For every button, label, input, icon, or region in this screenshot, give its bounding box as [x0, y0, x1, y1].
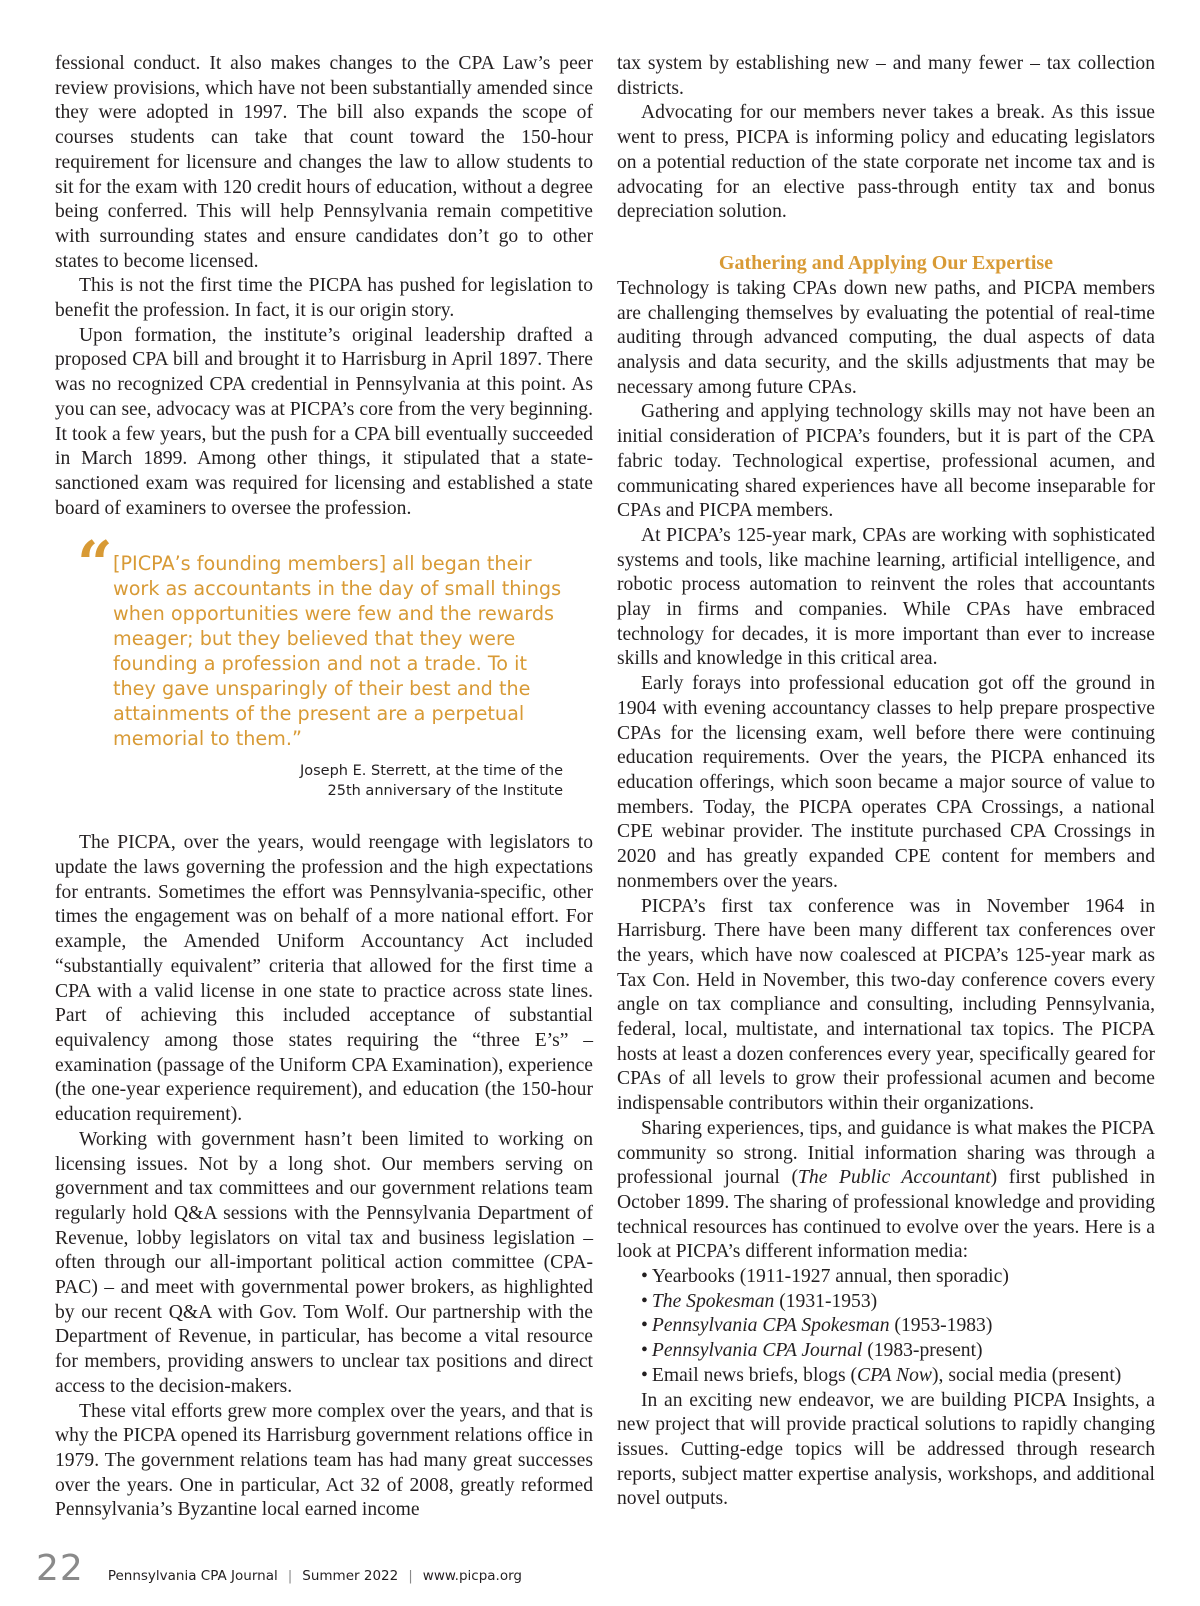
- body-paragraph: Early forays into professional education got off the ground in 1904 with evening accountancy classes to help prepare prospective CPAs for the licensing exam, well before there were continuing education requirements. Over the years, the PICPA enhanced its education offerings, which soon became a major source of value to members. Today, the PICPA operates CPA Crossings, a national CPE webinar provider. The institute purchased CPA Crossings in 2020 and has greatly expanded CPE content for members and nonmembers over the years.: [617, 673, 1155, 892]
- publication-title: The Spokesman: [651, 1290, 775, 1312]
- bullet-icon: •: [641, 1290, 648, 1312]
- list-item-text: Email news briefs, blogs (: [651, 1364, 858, 1386]
- page-number: 22: [36, 1548, 84, 1589]
- footer-separator: |: [287, 1568, 293, 1584]
- list-item: [641, 1339, 1155, 1364]
- body-paragraph: At PICPA’s 125-year mark, CPAs are working with sophisticated systems and tools, like machine learning, artificial intelligence, and robotic process automation to reinvent the roles that accountants play in firms and companies. While CPAs have embraced technology for decades, it is more important than ever to increase skills and knowledge in this critical area.: [617, 524, 1155, 670]
- body-paragraph: Technology is taking CPAs down new paths, and PICPA members are challenging themselves by evaluating the potential of real-time auditing through advanced computing, the dual aspects of data analysis and data security, and the skills adjustments that may be necessary among future CPAs.: [617, 277, 1155, 398]
- body-paragraph: These vital efforts grew more complex over the years, and that is why the PICPA opened its Harrisburg government relations office in 1979. The government relations team has had many great successes over the years. One in particular, Act 32 of 2008, greatly reformed Pennsylvania’s Byzantine local earned income: [55, 1400, 593, 1521]
- text-run: Sharing experiences, tips, and guidance is what makes the PICPA community so strong. Initial information sharing was through a professional journal (: [617, 1117, 1155, 1189]
- list-item: [641, 1290, 1155, 1315]
- list-item-text: ), social media (present): [932, 1364, 1122, 1386]
- body-paragraph: Upon formation, the institute’s original leadership drafted a proposed CPA bill and brought it to Harrisburg in April 1897. There was no recognized CPA credential in Pennsylvania at this point. As you can see, advocacy was at PICPA’s core from the very beginning. It took a few years, but the push for a CPA bill eventually succeeded in March 1899. Among other things, it stipulated that a state-sanctioned exam was required for licensing and established a state board of examiners to oversee the profession.: [55, 324, 593, 519]
- body-paragraph: tax system by establishing new – and many fewer – tax collection districts.: [617, 53, 1155, 99]
- bullet-icon: •: [641, 1266, 648, 1288]
- list-item: [641, 1265, 1155, 1290]
- list-item-text: (1931-1953): [774, 1290, 878, 1312]
- quote-mark-icon: “: [77, 527, 113, 601]
- bullet-icon: •: [641, 1315, 648, 1337]
- left-column: [55, 52, 593, 1523]
- publication-title: CPA Now: [857, 1364, 932, 1386]
- quote-attribution: [113, 761, 563, 801]
- right-column: [617, 52, 1155, 1512]
- pull-quote-text: [PICPA’s founding members] all began their work as accountants in the day of small things when opportunities were few and the rewards meager; but they believed that they were founding a profession and not a trade. To it they gave unsparingly of their best and the attainments of the present are a perpetual memorial to them.”: [113, 552, 562, 751]
- attribution-line: Joseph E. Sterrett, at the time of the: [299, 763, 563, 780]
- bullet-icon: •: [641, 1364, 648, 1386]
- body-paragraph: Advocating for our members never takes a break. As this issue went to press, PICPA is informing policy and educating legislators on a potential reduction of the state corporate net income tax and is advocating for an elective pass-through entity tax and bonus depreciation solution.: [617, 102, 1155, 223]
- issue-date: Summer 2022: [302, 1568, 399, 1584]
- website-link[interactable]: www.picpa.org: [422, 1568, 522, 1584]
- page-footer: [36, 1548, 522, 1589]
- list-item-text: Yearbooks (1911-1927 annual, then sporadic): [651, 1266, 1009, 1288]
- footer-separator: |: [408, 1568, 413, 1584]
- body-paragraph: fessional conduct. It also makes changes to the CPA Law’s peer review provisions, which have not been substantially amended since they were adopted in 1997. The bill also expands the scope of courses students can take that count toward the 150-hour requirement for licensure and changes the law to allow students to sit for the exam with 120 credit hours of education, without a degree being conferred. This will help Pennsylvania remain competitive with surrounding states and ensure candidates don’t go to other states to become licensed.: [55, 53, 593, 272]
- text-run: ) first published in October 1899. The sharing of professional knowledge and providing technical resources has continued to evolve over the years. Here is a look at PICPA’s different information media:: [617, 1167, 1156, 1263]
- body-paragraph: In an exciting new endeavor, we are building PICPA Insights, a new project that will provide practical solutions to rapidly changing issues. Cutting-edge topics will be addressed through research reports, subject matter expertise analysis, workshops, and additional novel outputs.: [617, 1389, 1155, 1510]
- list-item-text: (1983-present): [862, 1340, 983, 1362]
- publication-name: Pennsylvania CPA Journal: [107, 1568, 278, 1584]
- bullet-icon: •: [641, 1340, 648, 1362]
- body-paragraph: [617, 1117, 1155, 1265]
- body-paragraph: This is not the first time the PICPA has pushed for legislation to benefit the profession. In fact, it is our origin story.: [55, 275, 593, 322]
- publication-title: Pennsylvania CPA Journal: [651, 1340, 863, 1362]
- attribution-line: 25th anniversary of the Institute: [327, 783, 563, 800]
- list-item: [641, 1364, 1155, 1389]
- list-item: [641, 1314, 1155, 1339]
- body-paragraph: The PICPA, over the years, would reengage with legislators to update the laws governing the profession and the high expectations for entrants. Sometimes the effort was Pennsylvania-specific, other times the engagement was on behalf of a more national effort. For example, the Amended Uniform Accountancy Act included “substantially equivalent” criteria that allowed for the first time a CPA with a valid license in one state to practice across state lines. Part of achieving this included acceptance of substantial equivalency among those states requiring the “three E’s” – examination (passage of the Uniform CPA Examination), experience (the one-year experience requirement), and education (the 150-hour education requirement).: [55, 832, 593, 1126]
- media-list: [617, 1265, 1155, 1389]
- publication-title: Pennsylvania CPA Spokesman: [651, 1315, 890, 1337]
- body-paragraph: PICPA’s first tax conference was in November 1964 in Harrisburg. There have been many different tax conferences over the years, which have now coalesced at PICPA’s 125-year mark as Tax Con. Held in November, this two-day conference covers every angle on tax compliance and consulting, including Pennsylvania, federal, local, multistate, and international tax topics. The PICPA hosts at least a dozen conferences every year, specifically geared for CPAs of all levels to grow their professional acumen and become indispensable contributors within their organizations.: [617, 895, 1155, 1115]
- section-heading: Gathering and Applying Our Expertise: [718, 251, 1054, 274]
- publication-title: The Public Accountant: [798, 1167, 991, 1189]
- body-paragraph: Working with government hasn’t been limited to working on licensing issues. Not by a long shot. Our members serving on government and tax committees and our government relations team regularly hold Q&A sessions with the Pennsylvania Department of Revenue, lobby legislators on vital tax and business legislation – often through our all-important political action committee (CPA-PAC) – and meet with governmental power brokers, as highlighted by our recent Q&A with Gov. Tom Wolf. Our partnership with the Department of Revenue, in particular, has become a vital resource for members, providing answers to unclear tax positions and direct access to the decision-makers.: [55, 1128, 593, 1397]
- pull-quote: [55, 527, 593, 801]
- list-item-text: (1953-1983): [889, 1315, 993, 1337]
- body-paragraph: Gathering and applying technology skills may not have been an initial consideration of PICPA’s founders, but it is part of the CPA fabric today. Technological expertise, professional acumen, and communicating shared experiences have all become inseparable for CPAs and PICPA members.: [617, 401, 1155, 522]
